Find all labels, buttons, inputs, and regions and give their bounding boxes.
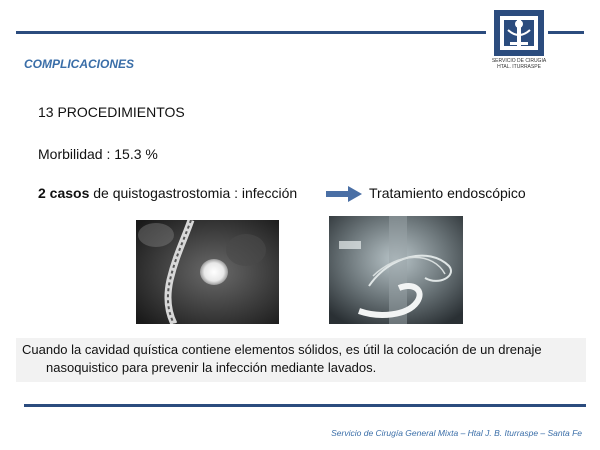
right-arrow-icon [326,186,362,202]
xray-image-drainage-catheter [329,216,463,324]
treatment-text: Tratamiento endoscópico [369,185,526,201]
procedures-count: 13 PROCEDIMIENTOS [38,104,185,120]
cases-count: 2 casos [38,185,90,201]
bottom-divider [24,404,586,407]
hospital-logo-icon [494,10,544,56]
top-divider-right [548,31,584,34]
logo-caption-line1: SERVICIO DE CIRUGIA [491,58,547,64]
logo-caption-line2: HTAL. ITURRASPE [497,64,541,70]
xray-image-contrast-cavity [136,220,279,324]
cases-line [38,185,297,201]
note-text [22,341,582,377]
cases-description: de quistogastrostomia : infección [89,185,298,201]
logo-caption [478,58,560,70]
footer-text: Servicio de Cirugía General Mixta – Htal J. B. Iturraspe – Santa Fe [331,428,582,438]
note-line1: Cuando la cavidad quística contiene elementos sólidos, es útil la colocación de un drenaje [22,342,542,357]
top-divider [16,31,486,34]
section-title: COMPLICACIONES [24,57,135,71]
note-line2: nasoquistico para prevenir la infección mediante lavados. [46,360,377,375]
morbidity-rate: Morbilidad : 15.3 % [38,146,158,162]
